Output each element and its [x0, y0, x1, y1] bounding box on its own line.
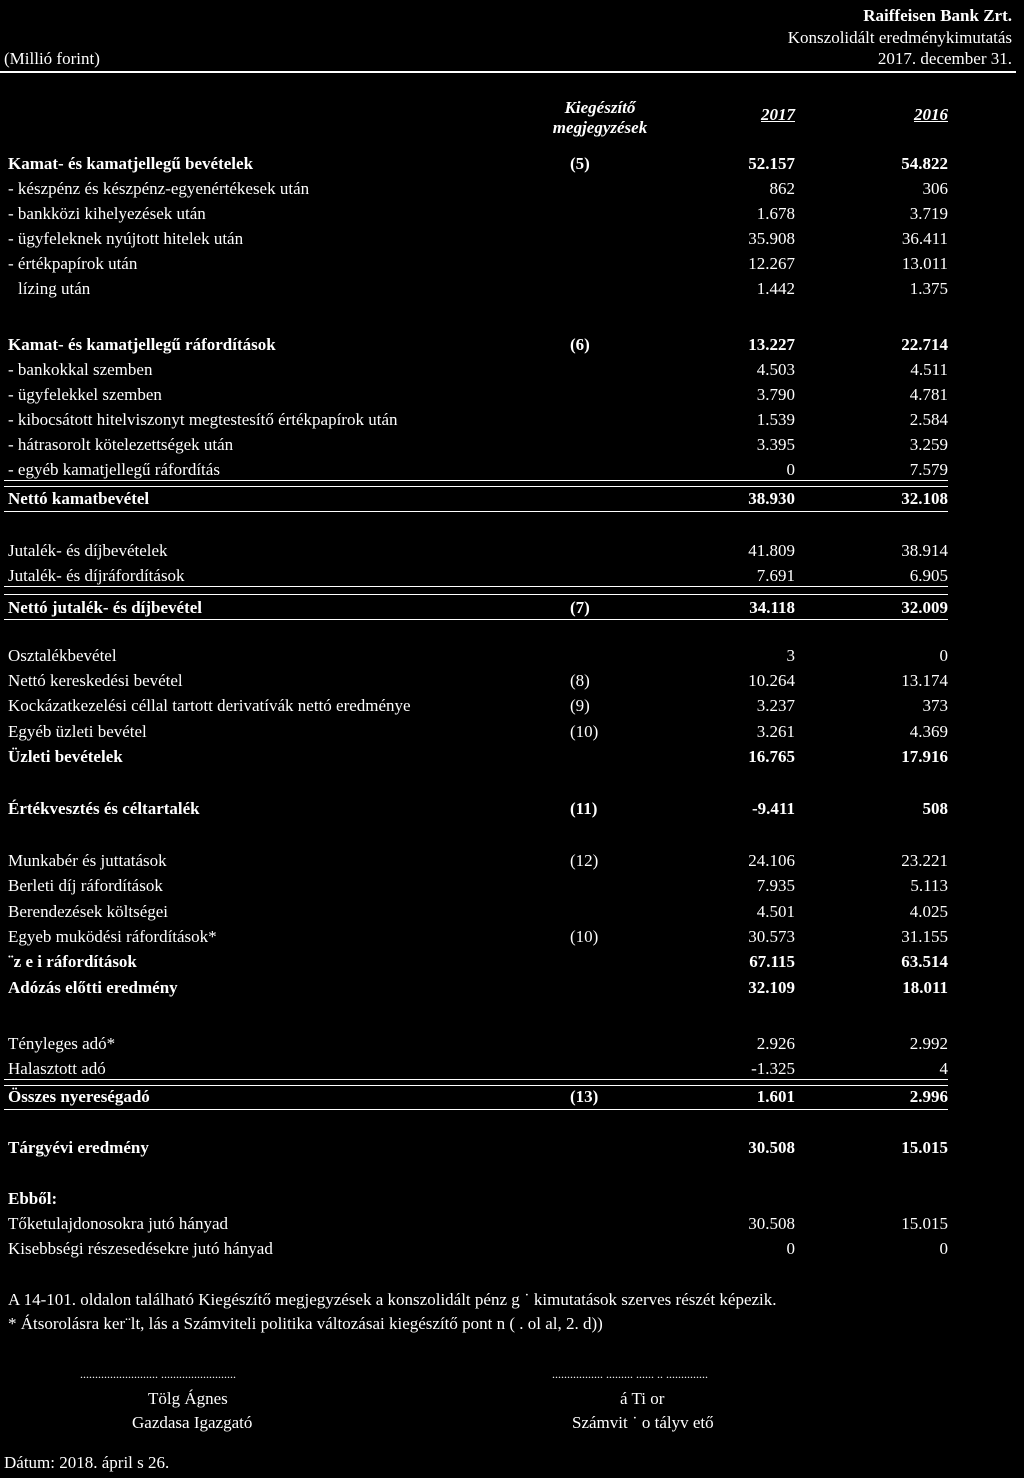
table-row	[0, 926, 1024, 948]
footnote-reclassification: * Átsorolásra ker¨lt, lás a Számviteli politika változásai kiegészítő pont n ( . ol al, 2. d))	[8, 1314, 603, 1333]
row-label: Ebből:	[8, 1189, 58, 1208]
row-label: Adózás előtti eredmény	[8, 978, 178, 997]
row-label: Nettó jutalék- és díjbevétel	[8, 598, 203, 617]
row-value-2017: 10.264	[748, 671, 795, 690]
row-value-2017: 3.237	[756, 696, 795, 715]
row-label: Jutalék- és díjráfordítások	[8, 566, 185, 585]
row-value-2016: 31.155	[901, 927, 948, 946]
row-value-2017: 30.508	[748, 1214, 795, 1233]
row-value-2016: 22.714	[901, 335, 948, 354]
row-label: - ügyfelekkel szemben	[8, 385, 162, 404]
row-value-2016: 32.009	[901, 598, 948, 617]
rule-below-net-fee	[4, 619, 948, 620]
row-value-2017: 24.106	[748, 851, 795, 870]
table-row	[0, 645, 1024, 667]
table-row	[0, 1058, 1024, 1080]
row-note-ref: (10)	[570, 927, 599, 946]
row-label: ¨z e i ráfordítások	[8, 952, 137, 971]
row-label: - bankközi kihelyezések után	[8, 204, 206, 223]
row-label: Értékvesztés és céltartalék	[8, 799, 200, 818]
row-label: Egyeb muködési ráfordítások*	[8, 927, 217, 946]
row-value-2017: 1.601	[756, 1087, 795, 1106]
table-row	[0, 178, 1024, 200]
rule-above-total-tax	[4, 1085, 948, 1086]
row-value-2017: 0	[786, 1239, 795, 1258]
unit-label: (Millió forint)	[4, 49, 100, 68]
row-label: Berleti díj ráfordítások	[8, 876, 163, 895]
row-value-2017: 32.109	[748, 978, 795, 997]
row-value-2016: 17.916	[901, 747, 948, 766]
row-value-2016: 5.113	[910, 876, 948, 895]
row-value-2016: 1.375	[909, 279, 948, 298]
row-value-2016: 6.905	[909, 566, 948, 585]
table-row	[0, 384, 1024, 406]
row-value-2017: 30.573	[748, 927, 795, 946]
row-label: Osztalékbevétel	[8, 646, 117, 665]
row-value-2016: 2.992	[909, 1034, 948, 1053]
table-row	[0, 459, 1024, 481]
table-row	[0, 1137, 1024, 1159]
row-value-2017: 16.765	[748, 747, 795, 766]
row-label: Egyéb üzleti bevétel	[8, 722, 147, 741]
rule-below-total-tax	[4, 1109, 948, 1110]
row-value-2017: 3.261	[756, 722, 795, 741]
footnote-notes-reference: A 14-101. oldalon található Kiegészítő megjegyzések a konszolidált pénz g ˙ kimutatások szerves részét képezik.	[8, 1290, 777, 1309]
rule-under-deferred-tax	[4, 1079, 948, 1080]
table-row	[0, 488, 1024, 510]
table-row	[0, 409, 1024, 431]
table-row	[0, 253, 1024, 275]
table-row	[0, 721, 1024, 743]
row-value-2016: 4	[939, 1059, 948, 1078]
rule-above-net-interest	[4, 486, 948, 487]
table-row	[0, 1213, 1024, 1235]
row-label: - ügyfeleknek nyújtott hitelek után	[8, 229, 244, 248]
row-value-2016: 3.259	[909, 435, 948, 454]
notes-header-line1: Kiegészítő	[564, 98, 636, 117]
row-value-2016: 4.369	[909, 722, 948, 741]
bank-name: Raiffeisen Bank Zrt.	[863, 6, 1012, 25]
signature-dots-right: ................. ......... ...... .. ..............	[552, 1367, 708, 1381]
row-value-2016: 15.015	[901, 1214, 948, 1233]
row-label: Nettó kamatbevétel	[8, 489, 150, 508]
table-row	[0, 153, 1024, 175]
row-value-2017: 3	[786, 646, 795, 665]
row-note-ref: (6)	[570, 335, 590, 354]
notes-header-line2: megjegyzések	[552, 118, 648, 137]
row-note-ref: (10)	[570, 722, 599, 741]
row-value-2017: 30.508	[748, 1138, 795, 1157]
table-row	[0, 359, 1024, 381]
row-value-2017: 41.809	[748, 541, 795, 560]
row-label: Kockázatkezelési céllal tartott derivatívák nettó eredménye	[8, 696, 411, 715]
row-note-ref: (12)	[570, 851, 599, 870]
signatory-right-name: á Ti or	[620, 1389, 665, 1408]
row-note-ref: (11)	[570, 799, 598, 818]
row-value-2016: 15.015	[901, 1138, 948, 1157]
row-label: - bankokkal szemben	[8, 360, 153, 379]
row-value-2017: 7.935	[756, 876, 795, 895]
row-value-2016: 13.011	[901, 254, 948, 273]
row-label: - kibocsátott hitelviszonyt megtestesítő értékpapírok után	[8, 410, 398, 429]
table-row	[0, 434, 1024, 456]
row-value-2016: 13.174	[901, 671, 948, 690]
row-label: Nettó kereskedési bevétel	[8, 671, 183, 690]
row-label: Tényleges adó*	[8, 1034, 116, 1053]
row-value-2017: 12.267	[748, 254, 795, 273]
table-row	[0, 228, 1024, 250]
row-value-2016: 63.514	[901, 952, 948, 971]
row-note-ref: (7)	[570, 598, 590, 617]
row-label: Összes nyereségadó	[8, 1087, 150, 1106]
table-row	[0, 334, 1024, 356]
row-value-2017: 3.395	[756, 435, 795, 454]
row-value-2017: 1.442	[756, 279, 795, 298]
row-value-2017: 3.790	[756, 385, 795, 404]
document-date: Dátum: 2018. ápril s 26.	[4, 1453, 170, 1472]
row-value-2016: 4.781	[909, 385, 948, 404]
row-value-2016: 32.108	[901, 489, 948, 508]
row-note-ref: (13)	[570, 1087, 599, 1106]
row-value-2016: 306	[922, 179, 948, 198]
header-rule	[0, 71, 1016, 73]
row-label: - egyéb kamatjellegű ráfordítás	[8, 460, 220, 479]
row-value-2017: 4.501	[756, 902, 795, 921]
table-row	[0, 901, 1024, 923]
row-label: Tőketulajdonosokra jutó hányad	[8, 1214, 229, 1233]
signature-dots-left: .......................... .........................	[80, 1367, 236, 1381]
rule-above-net-fee	[4, 594, 948, 595]
row-value-2016: 0	[939, 646, 948, 665]
table-row	[0, 540, 1024, 562]
row-label: - értékpapírok után	[8, 254, 138, 273]
rule-below-net-interest	[4, 511, 948, 512]
row-value-2016: 23.221	[901, 851, 948, 870]
table-row	[0, 746, 1024, 768]
row-value-2017: 7.691	[756, 566, 795, 585]
row-value-2016: 4.025	[909, 902, 948, 921]
row-value-2017: 38.930	[748, 489, 795, 508]
row-value-2016: 0	[939, 1239, 948, 1258]
row-value-2016: 54.822	[901, 154, 948, 173]
year-2016-header: 2016	[914, 105, 948, 124]
notes-column-header	[530, 98, 670, 138]
table-row	[0, 1086, 1024, 1108]
table-row	[0, 670, 1024, 692]
row-label: lízing után	[18, 279, 91, 298]
table-row	[0, 278, 1024, 300]
row-label: Berendezések költségei	[8, 902, 169, 921]
row-value-2016: 3.719	[909, 204, 948, 223]
row-value-2017: -1.325	[751, 1059, 795, 1078]
table-row	[0, 695, 1024, 717]
signatory-right-title: Számvit ˙ o tályv ető	[572, 1413, 714, 1432]
table-row	[0, 850, 1024, 872]
year-2017-header: 2017	[761, 105, 795, 124]
table-row	[0, 875, 1024, 897]
row-label: Tárgyévi eredmény	[8, 1138, 149, 1157]
row-value-2017: 0	[786, 460, 795, 479]
row-value-2017: 52.157	[748, 154, 795, 173]
row-label: Jutalék- és díjbevételek	[8, 541, 168, 560]
row-value-2016: 38.914	[901, 541, 948, 560]
table-row	[0, 1033, 1024, 1055]
row-label: - készpénz és készpénz-egyenértékesek után	[8, 179, 310, 198]
row-value-2017: -9.411	[752, 799, 795, 818]
row-value-2017: 1.678	[756, 204, 795, 223]
row-value-2016: 2.996	[909, 1087, 948, 1106]
table-row	[0, 203, 1024, 225]
row-value-2016: 373	[922, 696, 948, 715]
row-value-2017: 13.227	[748, 335, 795, 354]
table-row	[0, 977, 1024, 999]
table-row	[0, 798, 1024, 820]
row-label: Munkabér és juttatások	[8, 851, 167, 870]
row-label: Kamat- és kamatjellegű ráfordítások	[8, 335, 276, 354]
row-value-2016: 18.011	[902, 978, 948, 997]
row-label: Kamat- és kamatjellegű bevételek	[8, 154, 254, 173]
table-row	[0, 951, 1024, 973]
row-value-2017: 4.503	[756, 360, 795, 379]
row-value-2016: 36.411	[901, 229, 948, 248]
row-note-ref: (8)	[570, 671, 590, 690]
rule-under-other-interest	[4, 480, 948, 481]
row-value-2017: 35.908	[748, 229, 795, 248]
row-label: Üzleti bevételek	[8, 747, 123, 766]
row-value-2017: 67.115	[749, 952, 795, 971]
rule-under-fee-expense	[4, 586, 948, 587]
table-row	[0, 1188, 1024, 1210]
row-label: Kisebbségi részesedésekre jutó hányad	[8, 1239, 273, 1258]
row-value-2016: 4.511	[910, 360, 948, 379]
row-note-ref: (5)	[570, 154, 590, 173]
signatory-left-title: Gazdasa Igazgató	[132, 1413, 253, 1432]
table-row	[0, 565, 1024, 587]
row-label: Halasztott adó	[8, 1059, 106, 1078]
row-value-2017: 2.926	[756, 1034, 795, 1053]
row-label: - hátrasorolt kötelezettségek után	[8, 435, 234, 454]
row-note-ref: (9)	[570, 696, 590, 715]
row-value-2016: 508	[922, 799, 948, 818]
row-value-2016: 2.584	[909, 410, 948, 429]
table-row	[0, 1238, 1024, 1260]
table-row	[0, 597, 1024, 619]
row-value-2017: 34.118	[749, 598, 795, 617]
signatory-left-name: Tölg Ágnes	[148, 1389, 228, 1408]
row-value-2016: 7.579	[909, 460, 948, 479]
row-value-2017: 862	[769, 179, 795, 198]
statement-date: 2017. december 31.	[877, 49, 1012, 68]
row-value-2017: 1.539	[756, 410, 795, 429]
statement-title: Konszolidált eredménykimutatás	[787, 28, 1012, 47]
